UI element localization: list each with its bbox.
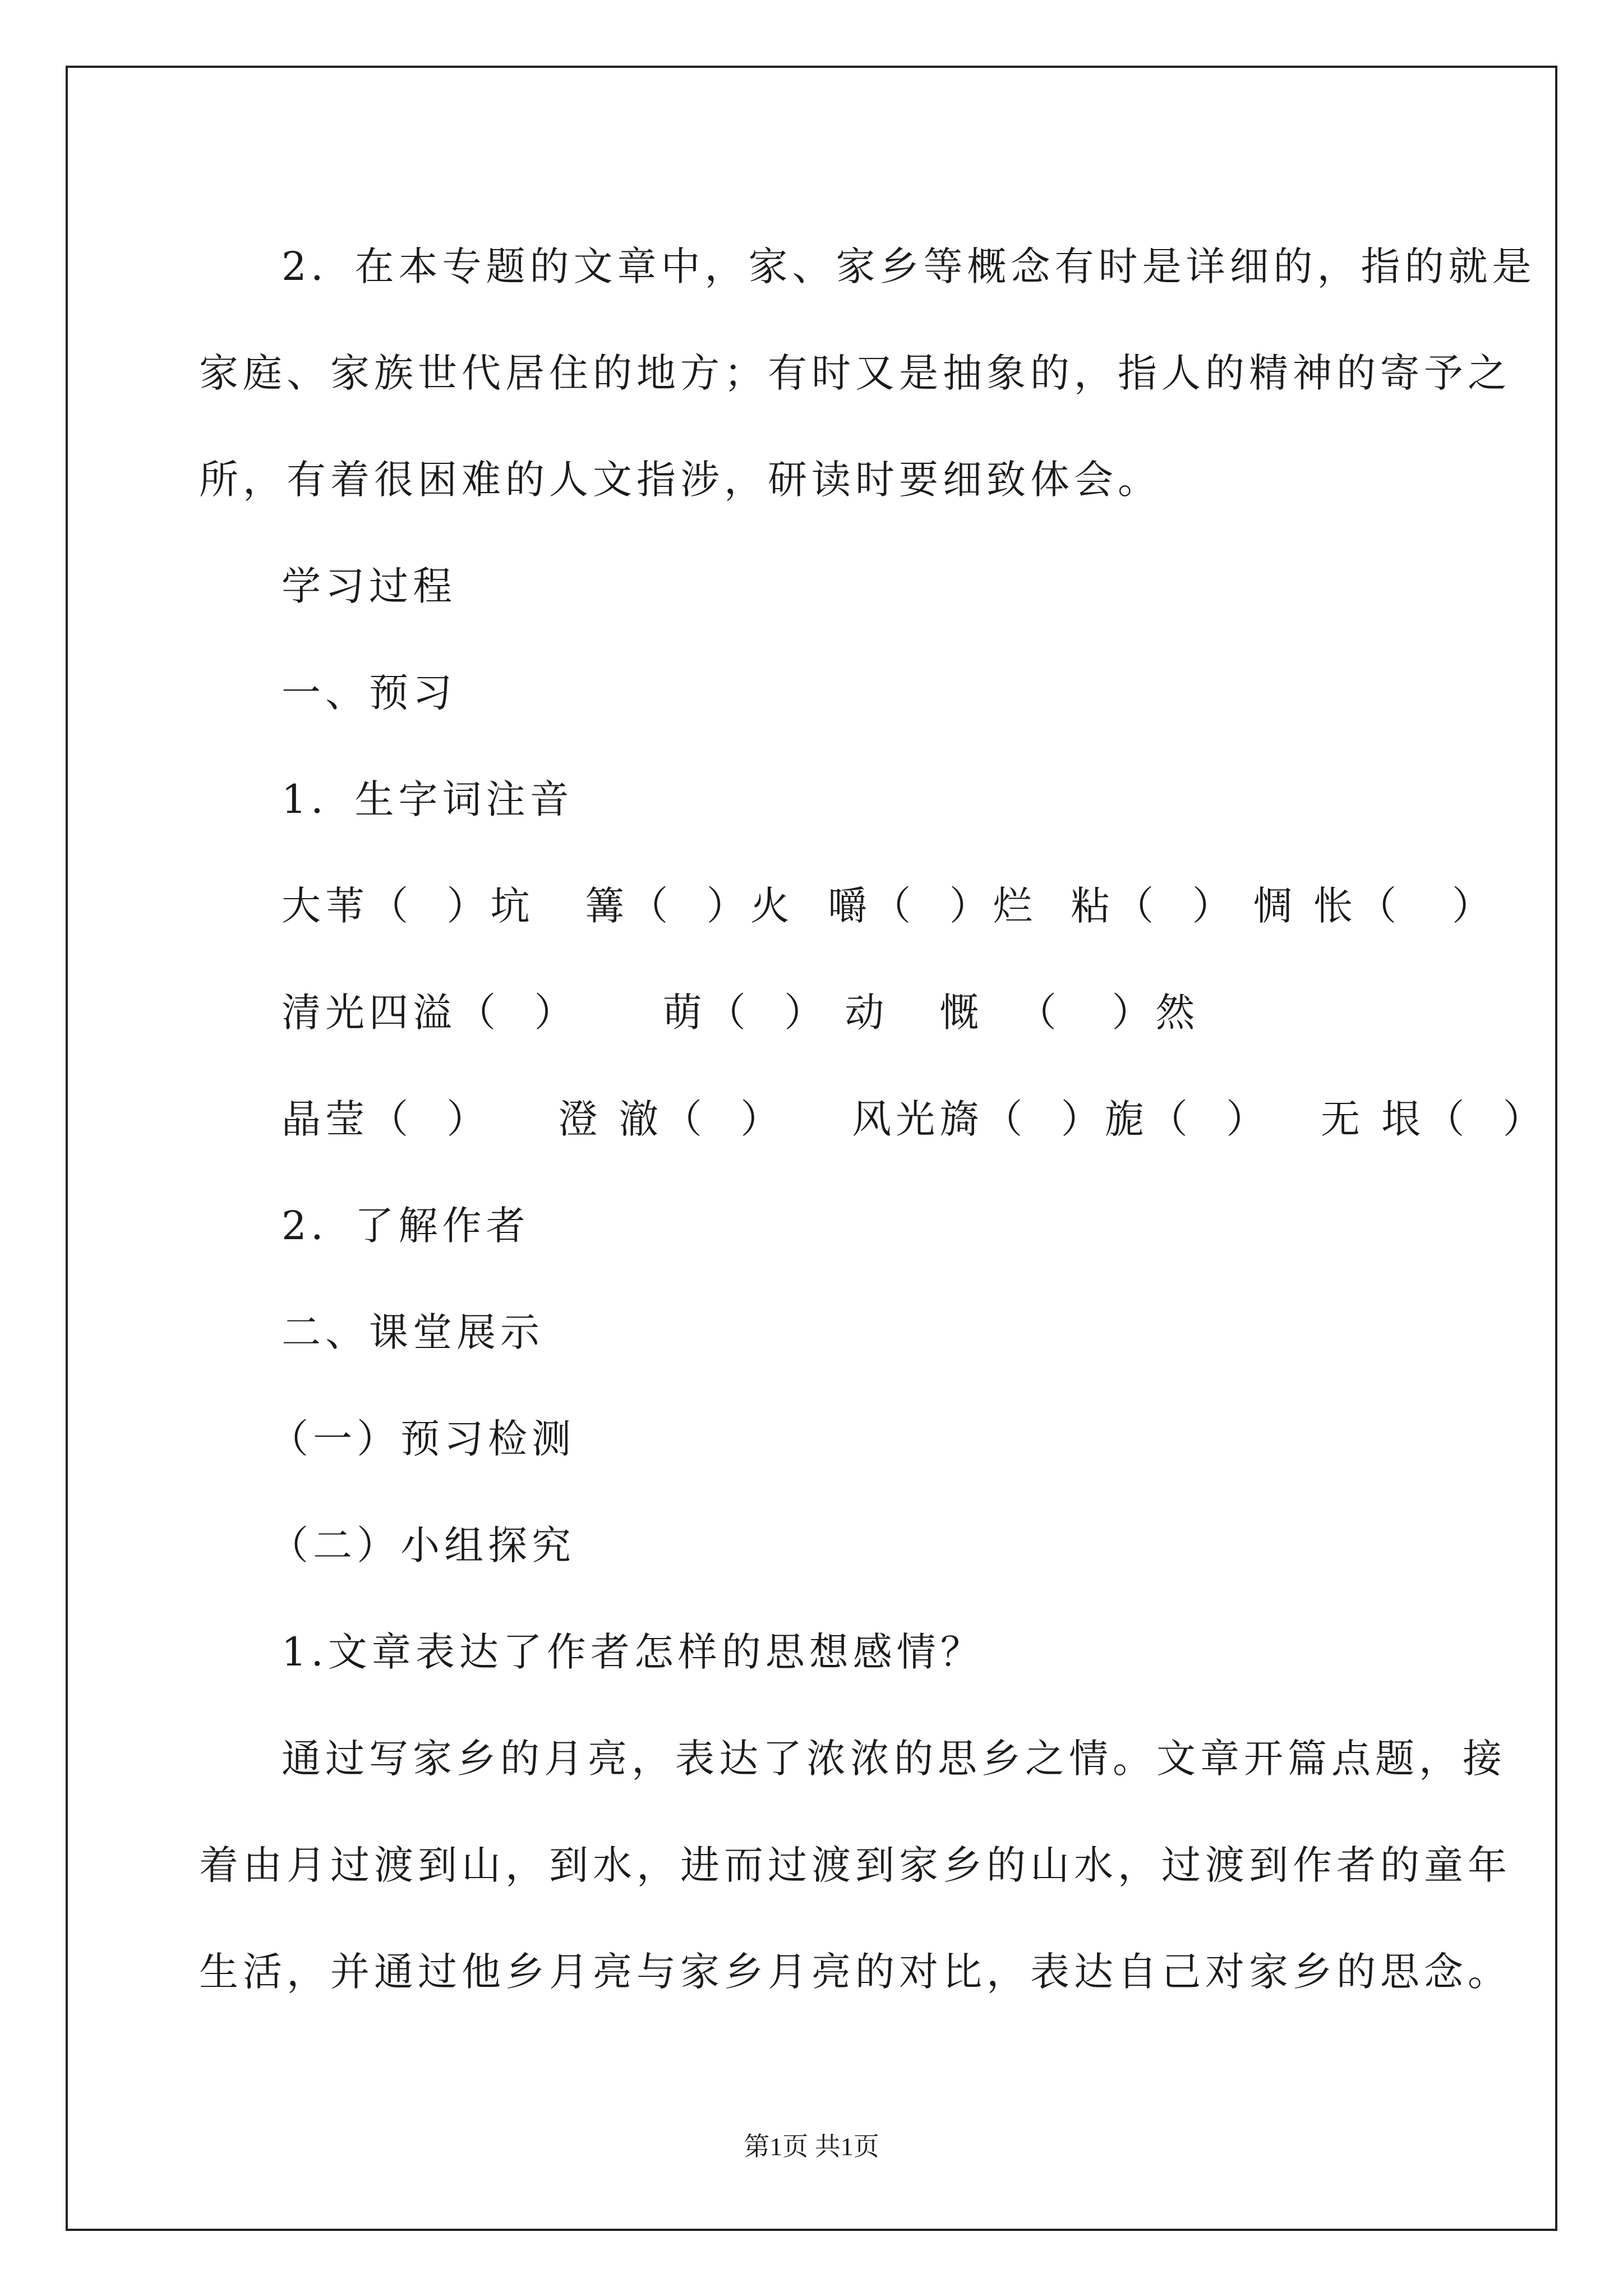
text-line: 一、预习	[282, 670, 457, 716]
text-line: 2．在本专题的文章中，家、家乡等概念有时是详细的，指的就是	[282, 243, 1536, 289]
text-line: 二、课堂展示	[282, 1309, 544, 1355]
text-line: （一）预习检测	[269, 1416, 575, 1462]
page-footer: 第1页 共1页	[744, 2132, 879, 2161]
document-body	[199, 213, 1547, 2025]
text-line: 着由月过渡到山，到水，进而过渡到家乡的山水，过渡到作者的童年	[199, 1842, 1511, 1888]
text-line: 2．了解作者	[282, 1203, 530, 1249]
text-line: 清光四溢（ ） 萌（ ） 动 慨 （ ）然	[282, 990, 1200, 1036]
text-line: 晶莹（ ） 澄 澈（ ） 风光旖（ ）旎（ ） 无 垠（ ）	[282, 1096, 1547, 1142]
text-line: 1．生字词注音	[282, 776, 574, 822]
text-line: 生活，并通过他乡月亮与家乡月亮的对比，表达自己对家乡的思念。	[199, 1949, 1511, 1995]
text-line: 家庭、家族世代居住的地方；有时又是抽象的，指人的精神的寄予之	[199, 350, 1511, 396]
text-line: 所，有着很困难的人文指涉，研读时要细致体会。	[199, 457, 1161, 503]
text-line: 大苇（ ）坑 篝（ ）火 嚼（ ）烂 粘（ ） 惆 怅（ ）	[282, 883, 1496, 929]
text-line: （二）小组探究	[269, 1522, 575, 1568]
text-line: 通过写家乡的月亮，表达了浓浓的思乡之情。文章开篇点题，接	[282, 1736, 1506, 1782]
text-line: 1.文章表达了作者怎样的思想感情？	[282, 1629, 984, 1675]
text-line: 学习过程	[282, 563, 457, 609]
